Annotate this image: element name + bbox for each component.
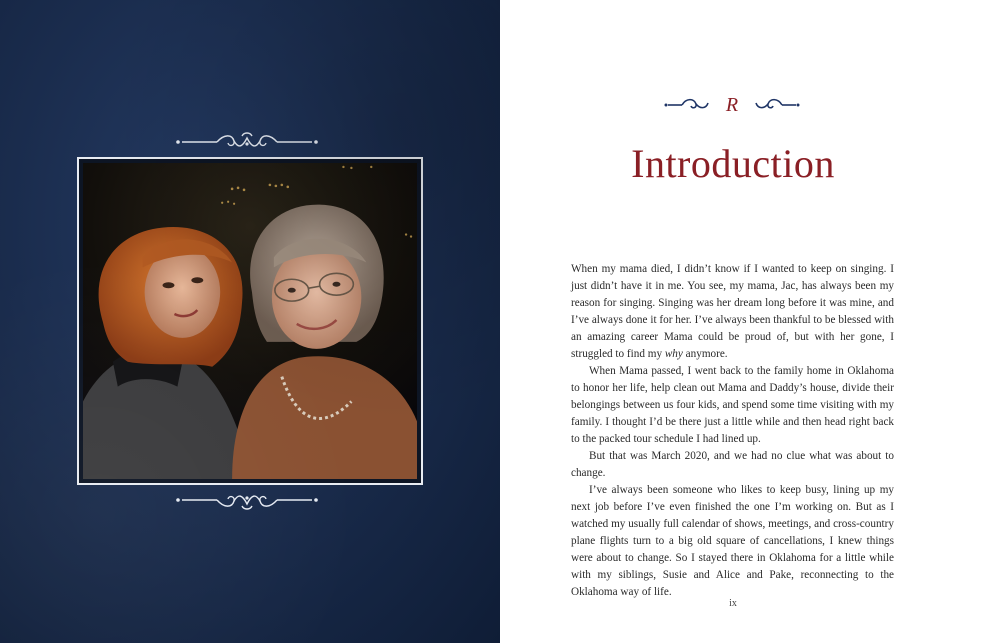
- flourish-top-ornament: [172, 130, 322, 152]
- photo-two-women: [83, 163, 417, 479]
- paragraph-2: When Mama passed, I went back to the family home in Oklahoma to honor her life, help clean out Mama and Daddy’s house, divide their belongings between us four kids, and spend some time visiting with my family. I thought I’d be there just a little while and then head right back to the packed tour schedule I had lined up.: [571, 365, 894, 445]
- chapter-title: Introduction: [631, 141, 835, 186]
- page-number: ix: [729, 598, 737, 609]
- photo-frame: [77, 157, 423, 485]
- ornament-letter: R: [725, 94, 739, 116]
- right-page: [500, 0, 1000, 643]
- paragraph-3: But that was March 2020, and we had no clue what was about to change.: [571, 450, 894, 479]
- body-text: [571, 261, 894, 601]
- emphasis-why: why: [664, 348, 683, 360]
- paragraph-4: I’ve always been someone who likes to keep busy, lining up my next job before I’ve even finished the one I’m working on. But as I watched my usually full calendar of shows, meetings, and cross-country plane flights turn to a big old square of cancellations, I knew things were about to change. So I stayed there in Oklahoma for a little while with my siblings, Susie and Alice and Pake, reconnecting to the Oklahoma way of life.: [571, 484, 894, 598]
- flourish-bottom-ornament: [172, 490, 322, 512]
- chapter-ornament: [662, 92, 802, 116]
- paragraph-1: When my mama died, I didn’t know if I wanted to keep on singing. I just didn’t have it in me. You see, my mama, Jac, has always been my reason for singing. Singing was her dream long before it was mine, and I’ve always done it for her. I’ve always been thankful to be blessed with an amazing career Mama could be proud of, but with her gone, I struggled to find my why anymore.: [571, 263, 894, 360]
